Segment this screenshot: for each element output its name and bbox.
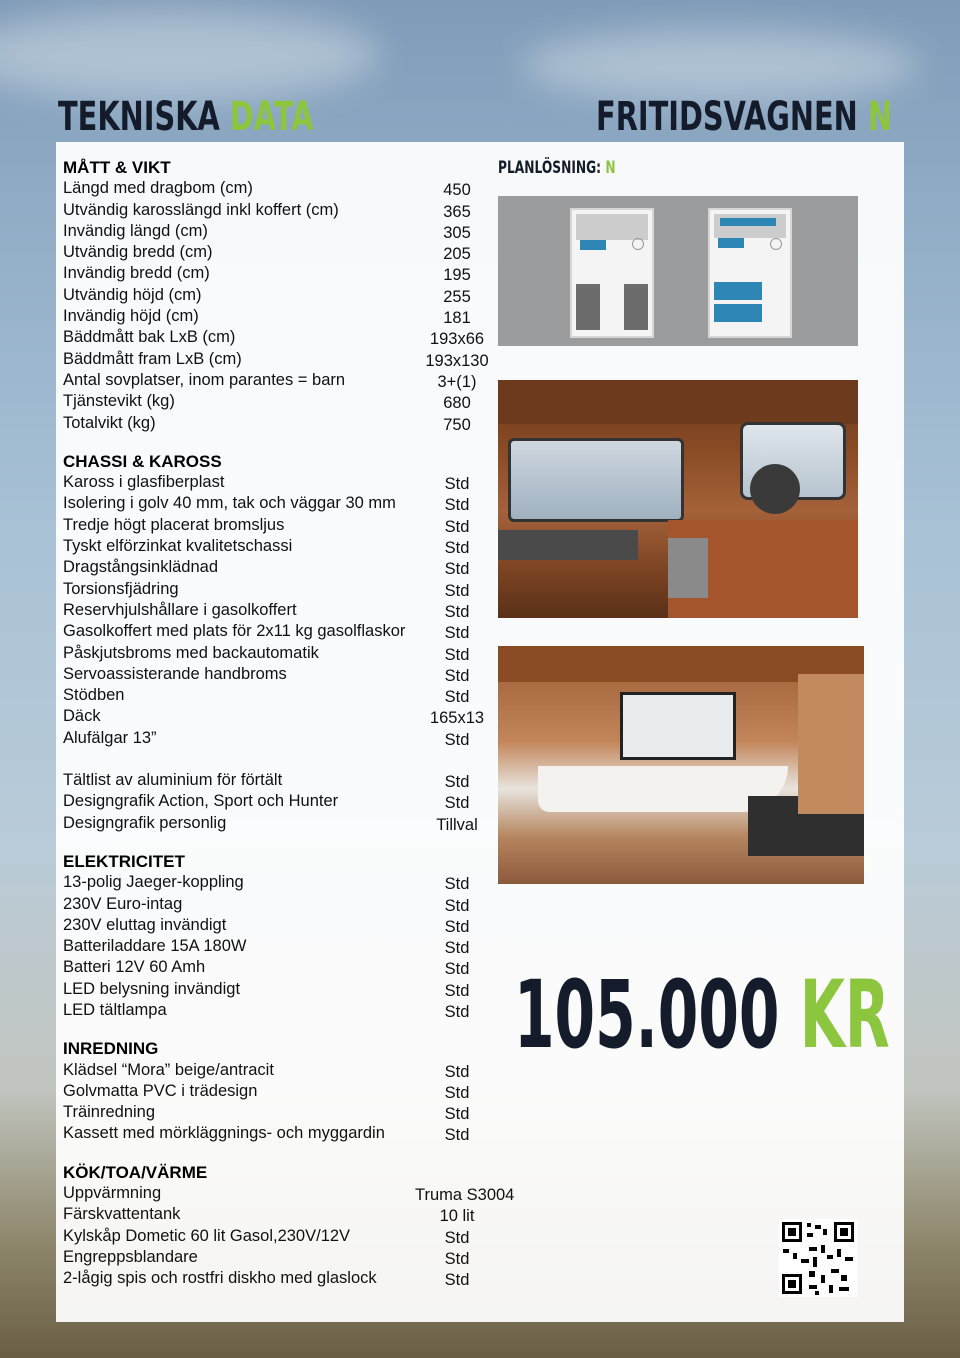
spec-value: Std (444, 1002, 470, 1021)
spec-label: Batteriladdare 15A 180W (63, 937, 247, 956)
section-chassi (63, 472, 503, 749)
spec-value: Std (444, 539, 470, 558)
spec-row (63, 557, 503, 578)
spec-row (63, 957, 503, 978)
spec-row (63, 370, 503, 391)
spec-value: Tillval (436, 815, 478, 834)
spec-row (63, 536, 503, 557)
spec-label: 2-lågig spis och rostfri diskho med glaslock (63, 1269, 377, 1288)
spec-value: Std (444, 773, 470, 792)
spec-label: Invändig längd (cm) (63, 221, 208, 240)
spec-label: Reservhjulshållare i gasolkoffert (63, 600, 297, 619)
spec-value: 165x13 (429, 709, 485, 728)
spec-label: Längd med dragbom (cm) (63, 179, 253, 198)
spec-row (63, 643, 503, 664)
model-dark: FRITIDSVAGNEN (596, 94, 858, 140)
spec-label: Servoassisterande handbroms (63, 664, 287, 683)
spec-value: Std (444, 581, 470, 600)
plan-label (498, 158, 616, 178)
spec-row (63, 1102, 503, 1123)
floor-plan-image (498, 196, 858, 346)
section-title-inredning: INREDNING (63, 1039, 159, 1059)
interior-photo-dinette (498, 646, 864, 884)
spec-row (63, 221, 503, 242)
spec-label: Klädsel “Mora” beige/antracit (63, 1060, 274, 1079)
spec-label: Uppvärmning (63, 1184, 162, 1203)
spec-row (63, 600, 503, 621)
spec-label: Bäddmått fram LxB (cm) (63, 349, 242, 368)
spec-row (63, 349, 503, 370)
plan-label-dark: PLANLÖSNING: (498, 158, 602, 178)
spec-value: Std (444, 1062, 470, 1081)
spec-value: Std (444, 1271, 470, 1290)
floor-plan-layout-b (708, 208, 792, 338)
spec-row (63, 391, 503, 412)
section-el (63, 872, 503, 1021)
spec-label: Bäddmått bak LxB (cm) (63, 328, 236, 347)
spec-label: Utvändig karosslängd inkl koffert (cm) (63, 200, 339, 219)
spec-row (63, 242, 503, 263)
spec-value: Std (444, 730, 470, 749)
spec-row (63, 894, 503, 915)
spec-value: Std (444, 517, 470, 536)
spec-row (63, 915, 503, 936)
spec-label: Däck (63, 707, 101, 726)
spec-value: Std (444, 875, 470, 894)
title-green: DATA (229, 94, 314, 140)
spec-label: Totalvikt (kg) (63, 413, 156, 432)
spec-value: 450 (443, 181, 471, 200)
spec-row (63, 706, 503, 727)
spec-value: Std (444, 1249, 470, 1268)
spec-value: Std (444, 688, 470, 707)
spec-row (63, 685, 503, 706)
spec-row (63, 515, 503, 536)
spec-row (63, 791, 503, 812)
spec-value: Std (444, 1083, 470, 1102)
spec-label: Påskjutsbroms med backautomatik (63, 643, 319, 662)
spec-value: 193x66 (429, 330, 485, 349)
spec-value: 205 (443, 245, 471, 264)
spec-value: Std (444, 560, 470, 579)
spec-label: Invändig höjd (cm) (63, 307, 199, 326)
spec-row (63, 813, 503, 834)
spec-label: Stödben (63, 686, 125, 705)
spec-value: Std (444, 1228, 470, 1247)
spec-row (63, 728, 503, 749)
spec-value: 305 (443, 223, 471, 242)
spec-value: Std (444, 794, 470, 813)
spec-value: 10 lit (439, 1207, 475, 1226)
spec-value: 365 (443, 202, 471, 221)
spec-label: Torsionsfjädring (63, 579, 179, 598)
spec-label: Designgrafik personlig (63, 813, 227, 832)
plan-label-green: N (605, 158, 616, 178)
spec-row (63, 1268, 503, 1289)
spec-value: Std (444, 602, 470, 621)
spec-label: Dragstångsinklädnad (63, 558, 219, 577)
spec-value: 195 (443, 266, 471, 285)
spec-row (63, 1183, 515, 1205)
spec-value: Std (444, 475, 470, 494)
spec-label: Gasolkoffert med plats för 2x11 kg gasolflaskor (63, 622, 406, 641)
spec-row (63, 200, 503, 221)
spec-label: Färskvattentank (63, 1205, 181, 1224)
spec-value: 181 (443, 309, 471, 328)
spec-row (63, 1000, 503, 1021)
spec-row (63, 1226, 503, 1247)
section-title-matt: MÅTT & VIKT (63, 158, 171, 177)
spec-row (63, 285, 503, 306)
price-amount: 105.000 (514, 961, 780, 1070)
spec-row (63, 979, 503, 1000)
section-extra (63, 770, 503, 834)
spec-label: Batteri 12V 60 Amh (63, 958, 206, 977)
spec-label: Engreppsblandare (63, 1247, 198, 1266)
spec-value: Std (444, 939, 470, 958)
qr-code[interactable] (779, 1219, 857, 1297)
spec-value: 750 (443, 415, 471, 434)
spec-label: Utvändig höjd (cm) (63, 285, 202, 304)
spec-row (63, 1081, 503, 1102)
spec-row (63, 306, 503, 327)
spec-row (63, 872, 503, 893)
spec-value: Std (444, 1126, 470, 1145)
spec-label: Golvmatta PVC i trädesign (63, 1081, 258, 1100)
spec-list (63, 157, 515, 1290)
spec-label: LED belysning invändigt (63, 979, 241, 998)
spec-label: 230V Euro-intag (63, 894, 183, 913)
spec-label: Träinredning (63, 1103, 156, 1122)
spec-value: Std (444, 624, 470, 643)
section-title-el: ELEKTRICITET (63, 851, 185, 871)
section-inredning (63, 1060, 503, 1145)
price-currency: KR (799, 961, 890, 1070)
section-title-chassi: CHASSI & KAROSS (63, 451, 222, 471)
spec-label: Tyskt elförzinkat kvalitetschassi (63, 537, 293, 556)
title-dark: TEKNISKA (58, 94, 220, 140)
spec-value: Std (444, 1105, 470, 1124)
spec-row (63, 472, 503, 493)
section-title-kok: KÖK/TOA/VÄRME (63, 1162, 208, 1182)
spec-label: Designgrafik Action, Sport och Hunter (63, 792, 339, 811)
sky-cloud (520, 30, 920, 100)
spec-value: Std (444, 645, 470, 664)
spec-row (63, 936, 503, 957)
spec-label: Invändig bredd (cm) (63, 264, 210, 283)
model-green: N (867, 94, 892, 140)
spec-label: 13-polig Jaeger-koppling (63, 873, 244, 892)
spec-value: Truma S3004 (415, 1186, 515, 1205)
spec-label: Tredje högt placerat bromsljus (63, 515, 285, 534)
spec-value: Std (444, 496, 470, 515)
spec-row (63, 1060, 503, 1081)
spec-row (63, 579, 503, 600)
spec-row (63, 327, 503, 348)
spec-value: Std (444, 960, 470, 979)
page-title (58, 92, 314, 142)
spec-value: Std (444, 666, 470, 685)
spec-row (63, 1123, 503, 1144)
spec-label: LED tältlampa (63, 1000, 167, 1019)
spec-row (63, 770, 503, 791)
spec-row (63, 263, 503, 284)
spec-label: Alufälgar 13” (63, 728, 157, 747)
spec-row (63, 1247, 503, 1268)
section-kok (63, 1183, 515, 1290)
floor-plan-layout-a (570, 208, 654, 338)
spec-row (63, 178, 503, 199)
spec-label: Kassett med mörkläggnings- och myggardin (63, 1124, 385, 1143)
interior-photo-kitchen (498, 380, 858, 618)
spec-value: 680 (443, 394, 471, 413)
spec-label: Antal sovplatser, inom parantes = barn (63, 370, 346, 389)
spec-label: Utvändig bredd (cm) (63, 243, 213, 262)
sky-cloud (0, 10, 380, 100)
spec-label: Kaross i glasfiberplast (63, 473, 225, 492)
spec-value: Std (444, 917, 470, 936)
price (514, 961, 890, 1070)
model-title (596, 92, 892, 142)
spec-value: Std (444, 981, 470, 1000)
spec-label: Tjänstevikt (kg) (63, 392, 175, 411)
spec-label: Tältlist av aluminium för förtält (63, 771, 283, 790)
spec-value: Std (444, 896, 470, 915)
spec-row (63, 493, 503, 514)
spec-row (63, 664, 503, 685)
spec-value: 193x130 (425, 351, 489, 370)
spec-value: 255 (443, 287, 471, 306)
spec-label: Kylskåp Dometic 60 lit Gasol,230V/12V (63, 1226, 351, 1245)
spec-row (63, 413, 503, 434)
spec-value: 3+(1) (437, 372, 477, 391)
spec-label: Isolering i golv 40 mm, tak och väggar 30 mm (63, 494, 396, 513)
spec-row (63, 1204, 503, 1225)
section-matt (63, 178, 503, 434)
spec-label: 230V eluttag invändigt (63, 915, 227, 934)
spec-row (63, 621, 503, 642)
